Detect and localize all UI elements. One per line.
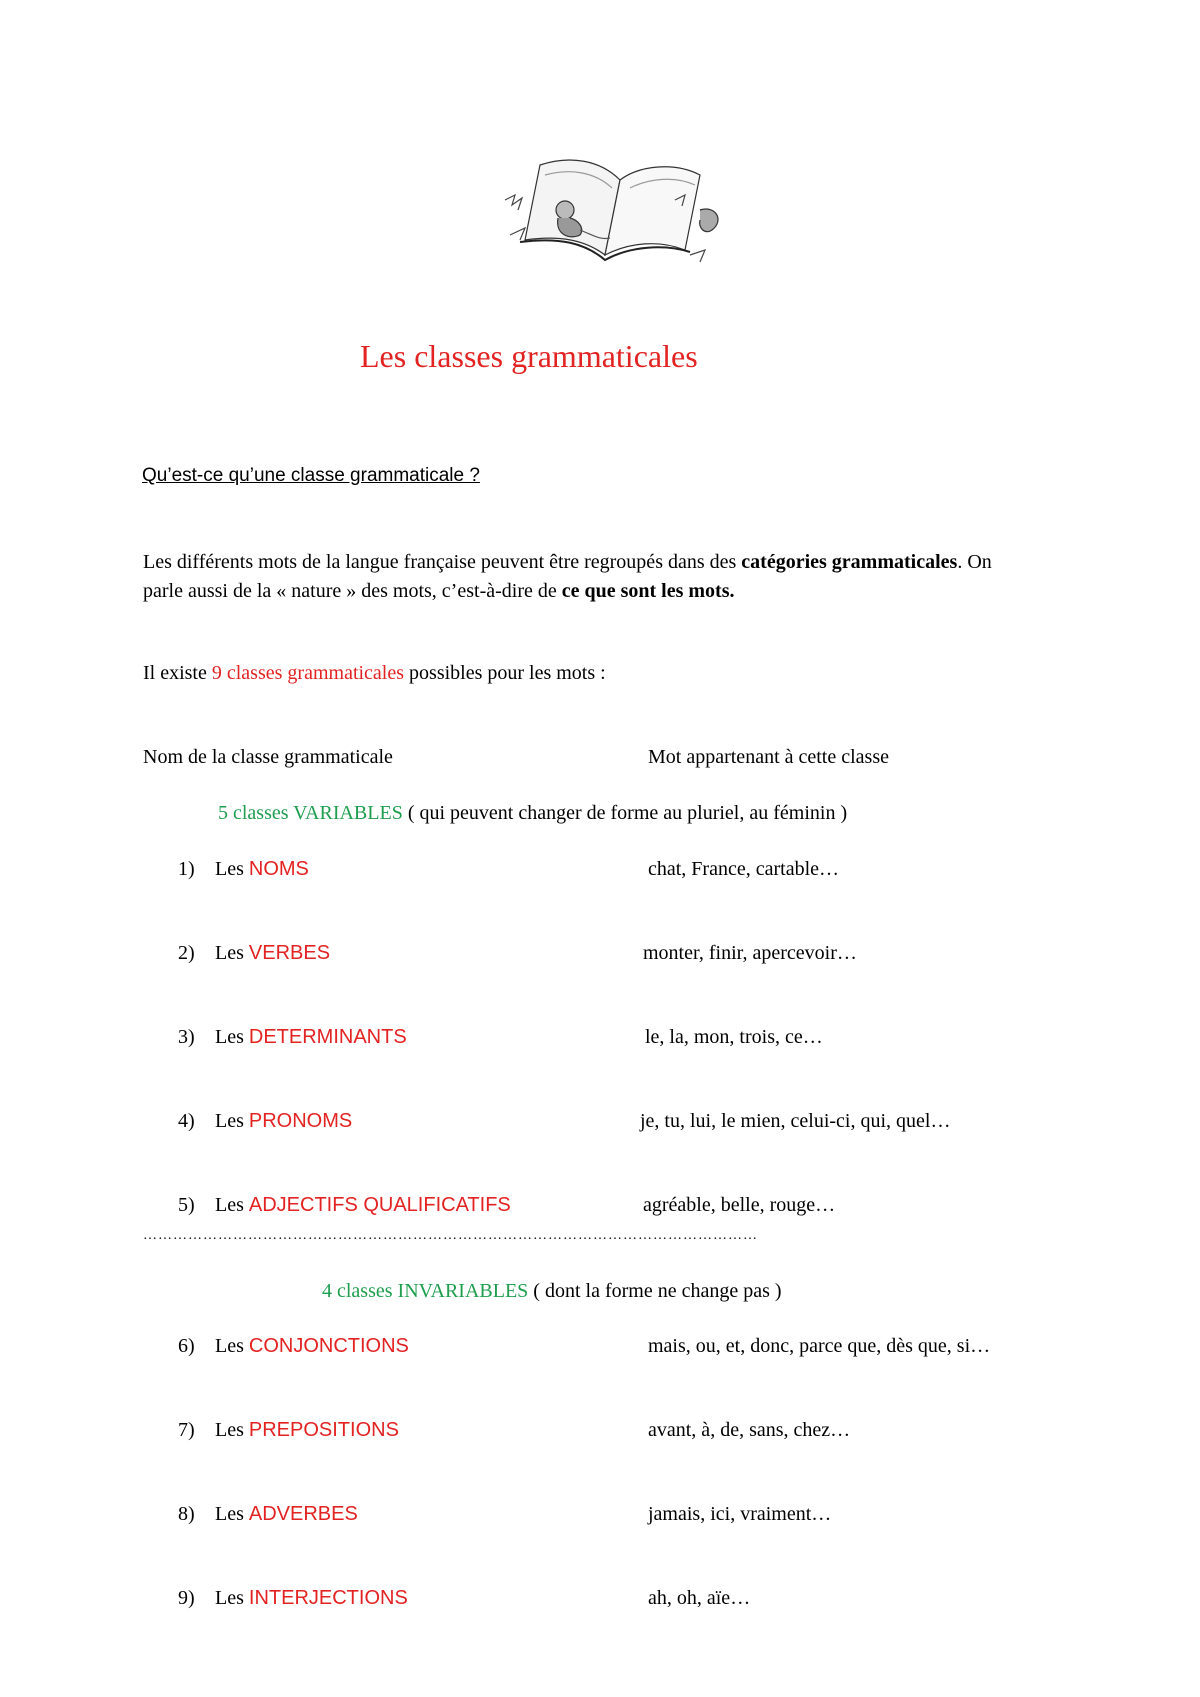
count-prefix: Il existe xyxy=(143,662,212,684)
item-number: 8) xyxy=(178,1503,195,1525)
intro-text-3: . xyxy=(729,580,735,602)
item-class-name: Les PREPOSITIONS xyxy=(215,1419,399,1441)
item-number: 7) xyxy=(178,1419,195,1441)
item-class-name: Les VERBES xyxy=(215,942,331,964)
dotted-separator: …………………………………………………………………………………………………………… xyxy=(143,1228,758,1243)
item-class-name: Les CONJONCTIONS xyxy=(215,1335,409,1357)
count-suffix: possibles pour les mots : xyxy=(404,662,606,684)
item-examples: ah, oh, aïe… xyxy=(648,1587,751,1609)
item-number: 9) xyxy=(178,1587,195,1609)
intro-paragraph xyxy=(143,548,1023,606)
item-examples: mais, ou, et, donc, parce que, dès que, si… xyxy=(648,1335,991,1357)
item-class-name: Les INTERJECTIONS xyxy=(215,1587,408,1609)
item-number: 5) xyxy=(178,1194,195,1216)
intro-text-1: Les différents mots de la langue française peuvent être regroupés dans des xyxy=(143,551,742,573)
variables-rest: ( qui peuvent changer de forme au pluriel, au féminin ) xyxy=(402,802,848,824)
item-class-name: Les NOMS xyxy=(215,858,309,880)
section-question: Qu’est-ce qu’une classe grammaticale ? xyxy=(142,465,480,486)
item-number: 1) xyxy=(178,858,195,880)
item-examples: avant, à, de, sans, chez… xyxy=(648,1419,851,1441)
intro-text-2: . On parle aussi de la « nature » des mots, c’est-à-dire de xyxy=(143,551,992,602)
item-examples: le, la, mon, trois, ce… xyxy=(645,1026,823,1048)
count-line xyxy=(143,662,606,685)
intro-bold-2: ce que sont les mots xyxy=(561,580,730,602)
variables-header xyxy=(218,802,847,825)
variables-highlight: 5 classes VARIABLES xyxy=(218,802,403,824)
item-number: 2) xyxy=(178,942,195,964)
item-number: 3) xyxy=(178,1026,195,1048)
invariables-header xyxy=(322,1280,782,1303)
column-header-right: Mot appartenant à cette classe xyxy=(648,746,889,768)
item-class-name: Les PRONOMS xyxy=(215,1110,353,1132)
item-examples: monter, finir, apercevoir… xyxy=(643,942,857,964)
item-number: 6) xyxy=(178,1335,195,1357)
item-number: 4) xyxy=(178,1110,195,1132)
item-class-name: Les ADJECTIFS QUALIFICATIFS xyxy=(215,1194,511,1216)
open-book-illustration xyxy=(500,140,730,270)
item-class-name: Les DETERMINANTS xyxy=(215,1026,407,1048)
intro-bold-1: catégories grammaticales xyxy=(741,551,958,573)
item-examples: je, tu, lui, le mien, celui-ci, qui, quel… xyxy=(640,1110,951,1132)
count-highlight: 9 classes grammaticales xyxy=(211,662,405,684)
item-class-name: Les ADVERBES xyxy=(215,1503,358,1525)
page-title: Les classes grammaticales xyxy=(360,338,698,374)
item-examples: jamais, ici, vraiment… xyxy=(648,1503,832,1525)
item-examples: agréable, belle, rouge… xyxy=(643,1194,836,1216)
invariables-highlight: 4 classes INVARIABLES xyxy=(322,1280,529,1302)
column-header-left: Nom de la classe grammaticale xyxy=(143,746,393,768)
invariables-rest: ( dont la forme ne change pas ) xyxy=(528,1280,782,1302)
item-examples: chat, France, cartable… xyxy=(648,858,840,880)
